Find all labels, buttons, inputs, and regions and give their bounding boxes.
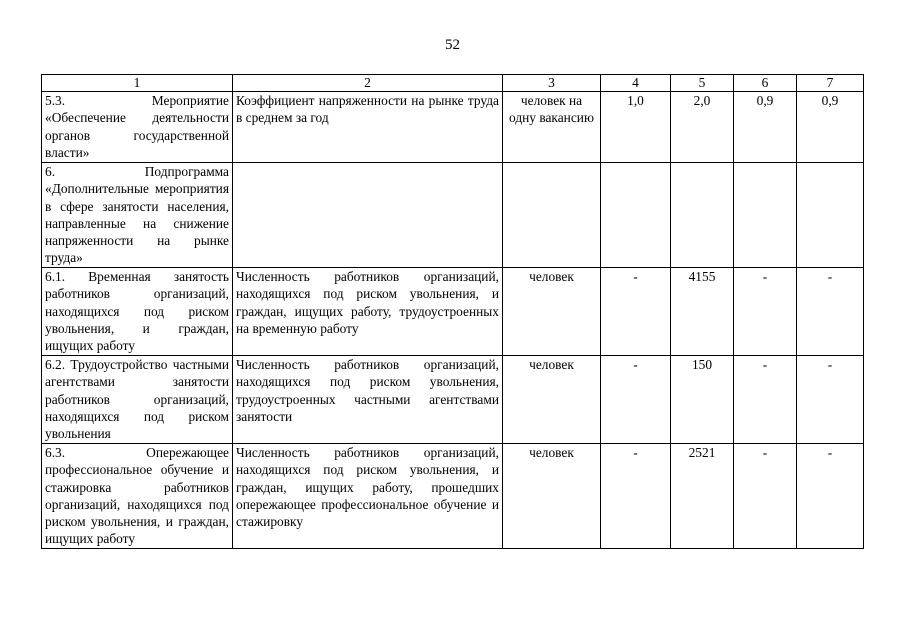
measure-cell: 5.3. Мероприятие «Обеспечение деятельности органов государственной власти»: [42, 92, 233, 163]
value-cell: [797, 163, 864, 268]
indicator-cell: Численность работников организаций, находящихся под риском увольнения, и граждан, ищущих работу, трудоустроенных на временную работу: [233, 268, 503, 356]
header-cell: 7: [797, 75, 864, 92]
unit-cell: [503, 163, 601, 268]
indicator-cell: Численность работников организаций, находящихся под риском увольнения, и граждан, ищущих работу, прошедших опережающее профессиональное обучение и стажировку: [233, 444, 503, 549]
value-cell: 2521: [671, 444, 734, 549]
value-cell: -: [601, 444, 671, 549]
table-row: [42, 163, 864, 268]
unit-cell: человек: [503, 444, 601, 549]
value-cell: [734, 163, 797, 268]
measure-cell: 6.3. Опережающее профессиональное обучение и стажировка работников организаций, находящихся под риском увольнения, и граждан, ищущих работу: [42, 444, 233, 549]
header-cell: 5: [671, 75, 734, 92]
unit-cell: человек на одну вакансию: [503, 92, 601, 163]
value-cell: 0,9: [797, 92, 864, 163]
indicator-cell: [233, 163, 503, 268]
table-row: [42, 268, 864, 356]
table-row: [42, 444, 864, 549]
table-row: [42, 92, 864, 163]
value-cell: -: [601, 356, 671, 444]
header-cell: 1: [42, 75, 233, 92]
value-cell: -: [797, 444, 864, 549]
header-cell: 6: [734, 75, 797, 92]
value-cell: 2,0: [671, 92, 734, 163]
measure-cell: 6. Подпрограмма «Дополнительные мероприятия в сфере занятости населения, направленные на снижение напряженности на рынке труда»: [42, 163, 233, 268]
measure-cell: 6.2. Трудоустройство частными агентствами занятости работников организаций, находящихся под риском увольнения: [42, 356, 233, 444]
measure-cell: 6.1. Временная занятость работников организаций, находящихся под риском увольнения, и граждан, ищущих работу: [42, 268, 233, 356]
value-cell: 1,0: [601, 92, 671, 163]
value-cell: -: [797, 268, 864, 356]
value-cell: -: [734, 444, 797, 549]
header-cell: 2: [233, 75, 503, 92]
unit-cell: человек: [503, 356, 601, 444]
value-cell: 4155: [671, 268, 734, 356]
value-cell: 0,9: [734, 92, 797, 163]
value-cell: -: [797, 356, 864, 444]
value-cell: -: [734, 356, 797, 444]
header-cell: 3: [503, 75, 601, 92]
unit-cell: человек: [503, 268, 601, 356]
value-cell: [671, 163, 734, 268]
value-cell: [601, 163, 671, 268]
table-row: [42, 356, 864, 444]
indicator-cell: Коэффициент напряженности на рынке труда в среднем за год: [233, 92, 503, 163]
value-cell: 150: [671, 356, 734, 444]
indicators-table: [41, 74, 864, 549]
table-header-row: [42, 75, 864, 92]
header-cell: 4: [601, 75, 671, 92]
value-cell: -: [734, 268, 797, 356]
value-cell: -: [601, 268, 671, 356]
page-number: 52: [445, 37, 460, 53]
indicator-cell: Численность работников организаций, находящихся под риском увольнения, трудоустроенных частными агентствами занятости: [233, 356, 503, 444]
